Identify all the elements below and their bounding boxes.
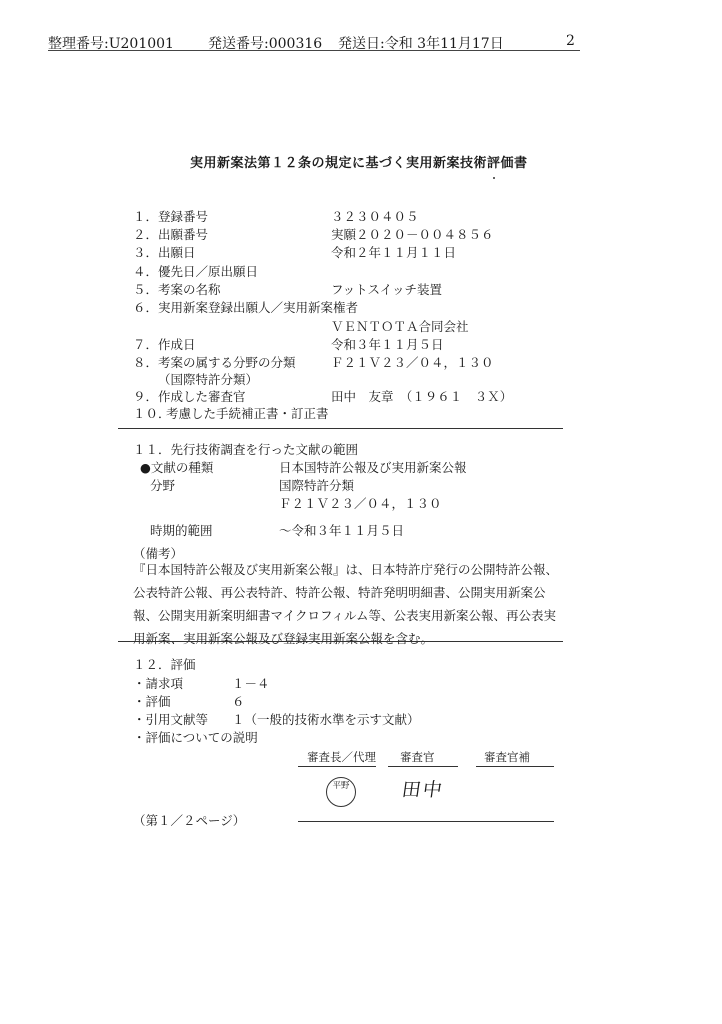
signature-table-bottom-line xyxy=(298,821,554,822)
separator-1 xyxy=(118,428,563,429)
item-7-label: 作成日 xyxy=(158,337,196,352)
item-8-value: Ｆ２１Ｖ２３／０４，１３０ xyxy=(331,355,494,370)
item-3-value: 令和２年１１月１１日 xyxy=(331,245,457,260)
examiner-signature: 田中 xyxy=(400,779,446,801)
scan-speck xyxy=(493,177,495,179)
page-number: 2 xyxy=(566,33,575,49)
explanation-label: ・評価についての説明 xyxy=(133,730,258,745)
examiner-seal-stamp xyxy=(326,777,356,807)
item-7-number: ７． xyxy=(133,337,159,352)
item-10-label: 考慮した手続補正書・訂正書 xyxy=(166,406,329,421)
item-5-number: ５． xyxy=(133,282,159,297)
evaluation-label: ・評価 xyxy=(133,694,171,709)
item-6-label: 実用新案登録出願人／実用新案権者 xyxy=(158,300,359,315)
header-underline-2 xyxy=(388,766,458,767)
item-6-number: ６． xyxy=(133,300,159,315)
document-title: 実用新案法第１２条の規定に基づく実用新案技術評価書 xyxy=(190,156,528,171)
cited-docs-value: １（一般的技術水準を示す文献） xyxy=(232,712,420,727)
reference-number: 整理番号:U201001 xyxy=(48,36,174,52)
note-label: （備考） xyxy=(133,546,184,561)
period-value: ～令和３年１１月５日 xyxy=(279,523,405,538)
item-8-sublabel: （国際特許分類） xyxy=(158,372,259,387)
item-2-number: ２． xyxy=(133,227,159,242)
chief-examiner-header: 審査長／代理 xyxy=(307,750,376,764)
doc-type-value: 日本国特許公報及び実用新案公報 xyxy=(279,460,467,475)
item-4-label: 優先日／原出願日 xyxy=(158,264,259,279)
evaluation-value: ６ xyxy=(232,694,245,709)
item-1-label: 登録番号 xyxy=(158,209,209,224)
assistant-examiner-header: 審査官補 xyxy=(484,750,530,764)
item-9-number: ９． xyxy=(133,389,159,404)
examiner-header: 審査官 xyxy=(400,750,435,764)
field-label: 分野 xyxy=(150,478,176,493)
dispatch-number: 発送番号:000316 xyxy=(208,36,323,52)
header-underline-3 xyxy=(476,766,554,767)
item-3-number: ３． xyxy=(133,245,159,260)
item-6-value: ＶＥＮＴＯＴＡ合同会社 xyxy=(331,319,469,334)
item-3-label: 出願日 xyxy=(158,245,196,260)
item-1-number: １． xyxy=(133,209,159,224)
item-4-number: ４． xyxy=(133,264,159,279)
page-footer: （第１／２ページ） xyxy=(133,813,246,828)
item-9-value: 田中 友章 （１９６１ ３Ｘ） xyxy=(331,389,513,404)
item-5-label: 考案の名称 xyxy=(158,282,221,297)
item-2-value: 実願２０２０－００４８５６ xyxy=(331,227,494,242)
separator-2 xyxy=(118,641,563,642)
dispatch-date: 発送日:令和 3年11月17日 xyxy=(338,36,504,52)
header-underline xyxy=(48,50,580,51)
field-value-classification: 国際特許分類 xyxy=(279,478,355,493)
item-9-label: 作成した審査官 xyxy=(158,389,246,404)
item-5-value: フットスイッチ装置 xyxy=(331,282,443,297)
item-2-label: 出願番号 xyxy=(158,227,209,242)
section-11-heading: １１．先行技術調査を行った文献の範囲 xyxy=(133,442,359,457)
seal-text: 平野 xyxy=(332,781,350,791)
section-12-heading: １２．評価 xyxy=(133,657,196,672)
cited-docs-label: ・引用文献等 xyxy=(133,712,209,727)
field-value-code: Ｆ２１Ｖ２３／０４，１３０ xyxy=(279,496,442,511)
note-text: 『日本国特許公報及び実用新案公報』は、日本特許庁発行の公開特許公報、公表特許公報、再公表特許、特許公報、特許発明明細書、公開実用新案公報、公開実用新案明細書マイクロフィルム等、公表実用新案公報、再公表実用新案、実用新案公報及び登録実用新案公報を含む。 xyxy=(133,562,559,646)
item-1-value: ３２３０４０５ xyxy=(331,209,419,224)
period-label: 時期的範囲 xyxy=(150,523,213,538)
item-8-label: 考案の属する分野の分類 xyxy=(158,355,296,370)
item-8-number: ８． xyxy=(133,355,159,370)
doc-type-label: ●文献の種類 xyxy=(140,460,214,475)
header-underline-1 xyxy=(298,766,376,767)
item-7-value: 令和３年１１月５日 xyxy=(331,337,444,352)
claims-value: １－４ xyxy=(232,676,270,691)
claims-label: ・請求項 xyxy=(133,676,184,691)
item-10-number: １０． xyxy=(133,406,171,421)
